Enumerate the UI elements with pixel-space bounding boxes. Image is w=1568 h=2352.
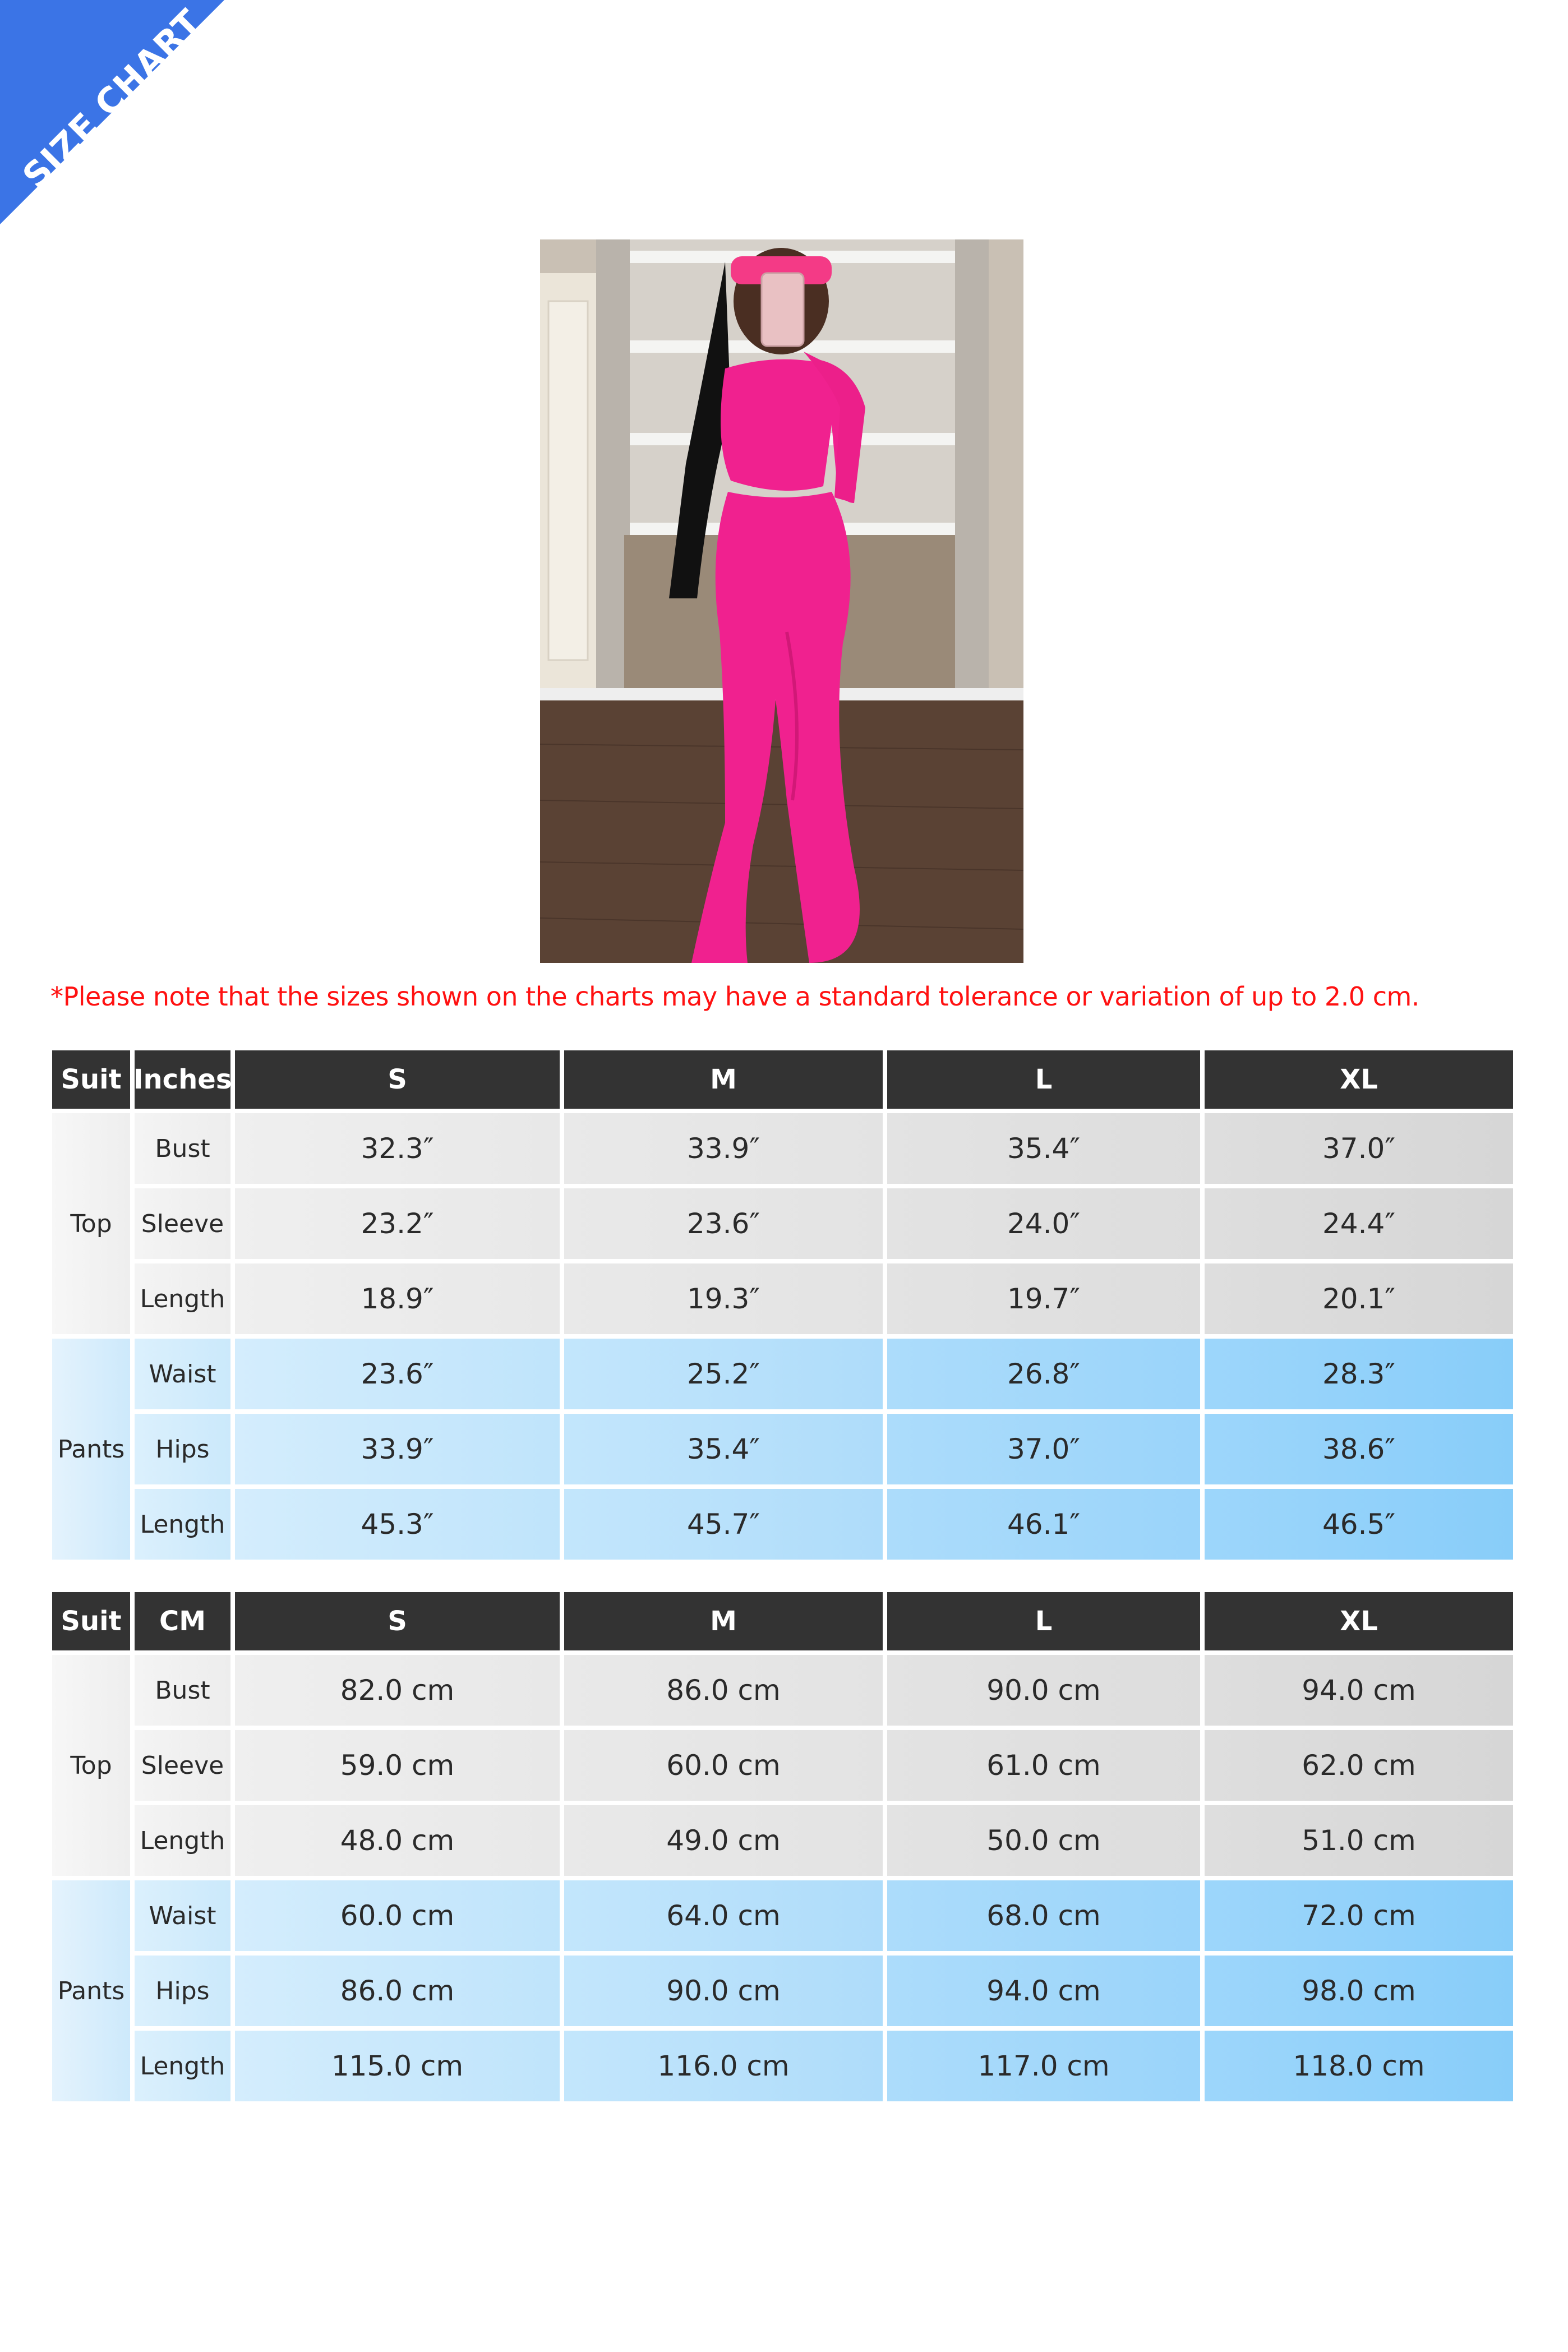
row-label-length: Length bbox=[135, 1489, 230, 1560]
table-cell: 72.0 cm bbox=[1205, 1880, 1513, 1951]
table-cell: 19.3″ bbox=[564, 1263, 883, 1334]
header-size-xl: XL bbox=[1205, 1050, 1513, 1109]
table-cell: 38.6″ bbox=[1205, 1414, 1513, 1484]
table-cell: 82.0 cm bbox=[235, 1655, 560, 1726]
table-cell: 26.8″ bbox=[887, 1339, 1200, 1409]
header-size-m: M bbox=[564, 1050, 883, 1109]
table-cell: 49.0 cm bbox=[564, 1805, 883, 1876]
table-cell: 86.0 cm bbox=[564, 1655, 883, 1726]
table-cell: 46.1″ bbox=[887, 1489, 1200, 1560]
table-cell: 115.0 cm bbox=[235, 2031, 560, 2101]
table-cell: 94.0 cm bbox=[1205, 1655, 1513, 1726]
table-cell: 98.0 cm bbox=[1205, 1956, 1513, 2026]
table-cell: 90.0 cm bbox=[564, 1956, 883, 2026]
table-cell: 45.7″ bbox=[564, 1489, 883, 1560]
table-cell: 50.0 cm bbox=[887, 1805, 1200, 1876]
header-suit: Suit bbox=[52, 1592, 130, 1650]
table-cell: 59.0 cm bbox=[235, 1730, 560, 1801]
row-label-sleeve: Sleeve bbox=[135, 1188, 230, 1259]
row-label-hips: Hips bbox=[135, 1956, 230, 2026]
table-cell: 33.9″ bbox=[564, 1113, 883, 1184]
size-table-cm bbox=[52, 1592, 1511, 2101]
group-pants: Pants bbox=[52, 1339, 130, 1560]
table-cell: 46.5″ bbox=[1205, 1489, 1513, 1560]
table-cell: 23.2″ bbox=[235, 1188, 560, 1259]
table-cell: 24.4″ bbox=[1205, 1188, 1513, 1259]
table-cell: 117.0 cm bbox=[887, 2031, 1200, 2101]
group-pants: Pants bbox=[52, 1880, 130, 2101]
row-label-bust: Bust bbox=[135, 1113, 230, 1184]
row-label-length: Length bbox=[135, 1805, 230, 1876]
table-cell: 64.0 cm bbox=[564, 1880, 883, 1951]
table-cell: 86.0 cm bbox=[235, 1956, 560, 2026]
table-cell: 45.3″ bbox=[235, 1489, 560, 1560]
header-size-s: S bbox=[235, 1592, 560, 1650]
table-cell: 25.2″ bbox=[564, 1339, 883, 1409]
tolerance-note: *Please note that the sizes shown on the charts may have a standard tolerance or variation of up to 2.0 cm. bbox=[50, 981, 1419, 1012]
table-cell: 23.6″ bbox=[564, 1188, 883, 1259]
row-label-hips: Hips bbox=[135, 1414, 230, 1484]
table-cell: 116.0 cm bbox=[564, 2031, 883, 2101]
table-cell: 60.0 cm bbox=[235, 1880, 560, 1951]
row-label-bust: Bust bbox=[135, 1655, 230, 1726]
table-cell: 33.9″ bbox=[235, 1414, 560, 1484]
table-cell: 94.0 cm bbox=[887, 1956, 1200, 2026]
model-photo-illustration bbox=[540, 239, 1023, 963]
table-cell: 24.0″ bbox=[887, 1188, 1200, 1259]
table-cell: 35.4″ bbox=[564, 1414, 883, 1484]
table-cell: 18.9″ bbox=[235, 1263, 560, 1334]
row-label-length: Length bbox=[135, 2031, 230, 2101]
group-top: Top bbox=[52, 1655, 130, 1876]
table-cell: 37.0″ bbox=[1205, 1113, 1513, 1184]
table-cell: 20.1″ bbox=[1205, 1263, 1513, 1334]
header-size-s: S bbox=[235, 1050, 560, 1109]
row-label-waist: Waist bbox=[135, 1339, 230, 1409]
header-unit: CM bbox=[135, 1592, 230, 1650]
row-label-length: Length bbox=[135, 1263, 230, 1334]
table-cell: 35.4″ bbox=[887, 1113, 1200, 1184]
header-unit: Inches bbox=[135, 1050, 230, 1109]
table-cell: 32.3″ bbox=[235, 1113, 560, 1184]
table-cell: 51.0 cm bbox=[1205, 1805, 1513, 1876]
table-cell: 61.0 cm bbox=[887, 1730, 1200, 1801]
table-cell: 28.3″ bbox=[1205, 1339, 1513, 1409]
header-size-l: L bbox=[887, 1592, 1200, 1650]
table-cell: 19.7″ bbox=[887, 1263, 1200, 1334]
table-cell: 23.6″ bbox=[235, 1339, 560, 1409]
row-label-waist: Waist bbox=[135, 1880, 230, 1951]
table-cell: 48.0 cm bbox=[235, 1805, 560, 1876]
ribbon-label: SIZE CHART bbox=[14, 1, 210, 197]
header-size-m: M bbox=[564, 1592, 883, 1650]
table-cell: 62.0 cm bbox=[1205, 1730, 1513, 1801]
header-suit: Suit bbox=[52, 1050, 130, 1109]
group-top: Top bbox=[52, 1113, 130, 1334]
table-cell: 90.0 cm bbox=[887, 1655, 1200, 1726]
table-cell: 118.0 cm bbox=[1205, 2031, 1513, 2101]
table-cell: 60.0 cm bbox=[564, 1730, 883, 1801]
table-cell: 37.0″ bbox=[887, 1414, 1200, 1484]
header-size-xl: XL bbox=[1205, 1592, 1513, 1650]
header-size-l: L bbox=[887, 1050, 1200, 1109]
row-label-sleeve: Sleeve bbox=[135, 1730, 230, 1801]
size-table-inches bbox=[52, 1050, 1511, 1560]
table-cell: 68.0 cm bbox=[887, 1880, 1200, 1951]
product-photo bbox=[540, 239, 1023, 963]
